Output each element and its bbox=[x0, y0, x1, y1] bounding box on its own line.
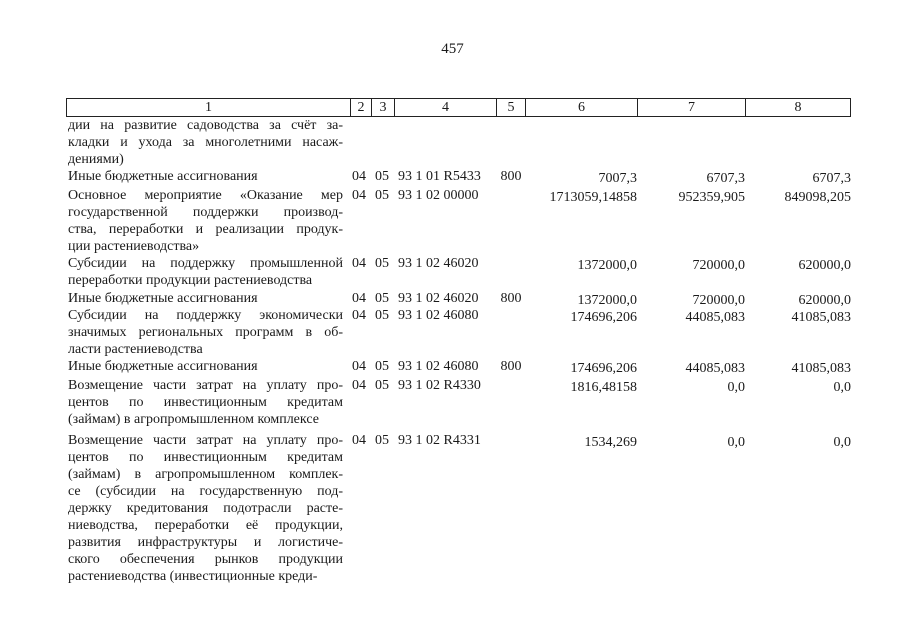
cell-c3: 05 bbox=[375, 291, 389, 306]
row-name bbox=[68, 187, 343, 255]
cell-c3: 05 bbox=[375, 188, 389, 203]
row-name-line: Иные бюджетные ассигнования bbox=[68, 359, 258, 374]
row-name-line: государственной поддержки производ- bbox=[68, 205, 343, 220]
row-name-line: ниеводства, переработки её продукции, bbox=[68, 518, 343, 533]
cell-c6: 1534,269 bbox=[584, 435, 637, 450]
cell-c6: 1372000,0 bbox=[577, 293, 637, 308]
cell-c4: 93 1 02 R4331 bbox=[398, 433, 481, 448]
cell-c4: 93 1 02 46020 bbox=[398, 256, 479, 271]
row-name-line: ции растениеводства» bbox=[68, 239, 200, 254]
cell-c8: 0,0 bbox=[833, 435, 851, 450]
row-name-line: Иные бюджетные ассигнования bbox=[68, 169, 258, 184]
cell-c3: 05 bbox=[375, 378, 389, 393]
header-col-3: 3 bbox=[372, 99, 395, 116]
cell-c7: 6707,3 bbox=[706, 171, 745, 186]
cell-c2: 04 bbox=[352, 359, 366, 374]
row-name-line: Иные бюджетные ассигнования bbox=[68, 291, 258, 306]
cell-c4: 93 1 02 00000 bbox=[398, 188, 479, 203]
cell-c5: 800 bbox=[500, 169, 522, 184]
row-name bbox=[68, 290, 343, 307]
cell-c8: 620000,0 bbox=[798, 258, 851, 273]
header-col-4: 4 bbox=[395, 99, 497, 116]
cell-c4: 93 1 02 46080 bbox=[398, 359, 479, 374]
row-name bbox=[68, 117, 343, 168]
cell-c6: 1372000,0 bbox=[577, 258, 637, 273]
row-name bbox=[68, 358, 343, 375]
page-number: 457 bbox=[441, 41, 464, 57]
row-name-line: дениями) bbox=[68, 152, 124, 167]
header-col-1: 1 bbox=[67, 99, 351, 116]
row-name-line: ства, переработки и реализации продук- bbox=[68, 222, 343, 237]
cell-c8: 6707,3 bbox=[812, 171, 851, 186]
row-name-line: держку кредитования подотрасли расте- bbox=[68, 501, 343, 516]
cell-c7: 44085,083 bbox=[685, 310, 745, 325]
row-name-line: Возмещение части затрат на уплату про- bbox=[68, 433, 343, 448]
cell-c8: 620000,0 bbox=[798, 293, 851, 308]
row-name bbox=[68, 168, 343, 185]
row-name-line: кладки и ухода за многолетними насаж- bbox=[68, 135, 343, 150]
table-header bbox=[66, 98, 851, 117]
cell-c3: 05 bbox=[375, 359, 389, 374]
cell-c3: 05 bbox=[375, 308, 389, 323]
row-name-line: ского обеспечения рынков продукции bbox=[68, 552, 343, 567]
cell-c6: 174696,206 bbox=[570, 310, 637, 325]
cell-c2: 04 bbox=[352, 291, 366, 306]
row-name-line: растениеводства (инвестиционные креди- bbox=[68, 569, 318, 584]
header-col-7: 7 bbox=[638, 99, 746, 116]
cell-c6: 7007,3 bbox=[598, 171, 637, 186]
row-name-line: Возмещение части затрат на уплату про- bbox=[68, 378, 343, 393]
header-col-6: 6 bbox=[526, 99, 638, 116]
cell-c2: 04 bbox=[352, 378, 366, 393]
cell-c7: 952359,905 bbox=[678, 190, 745, 205]
cell-c8: 849098,205 bbox=[784, 190, 851, 205]
header-col-8: 8 bbox=[794, 100, 802, 115]
cell-c2: 04 bbox=[352, 308, 366, 323]
row-name-line: переработки продукции растениеводства bbox=[68, 273, 313, 288]
cell-c5: 800 bbox=[500, 359, 522, 374]
row-name-line: дии на развитие садоводства за счёт за- bbox=[68, 118, 343, 133]
row-name-line: Субсидии на поддержку экономически bbox=[68, 308, 343, 323]
row-name-line: центов по инвестиционным кредитам bbox=[68, 450, 343, 465]
cell-c2: 04 bbox=[352, 188, 366, 203]
row-name-line: (займам) в агропромышленном комплек- bbox=[68, 467, 343, 482]
cell-c5: 800 bbox=[500, 291, 522, 306]
cell-c4: 93 1 02 46080 bbox=[398, 308, 479, 323]
row-name-line: значимых региональных программ в об- bbox=[68, 325, 343, 340]
cell-c6: 1816,48158 bbox=[570, 380, 637, 395]
header-col-2: 2 bbox=[351, 99, 372, 116]
row-name bbox=[68, 255, 343, 289]
cell-c4: 93 1 02 46020 bbox=[398, 291, 479, 306]
row-name-line: центов по инвестиционным кредитам bbox=[68, 395, 343, 410]
row-name bbox=[68, 377, 343, 428]
cell-c6: 174696,206 bbox=[570, 361, 637, 376]
row-name-line: се (субсидии на государственную под- bbox=[68, 484, 343, 499]
row-name-line: ласти растениеводства bbox=[68, 342, 203, 357]
cell-c4: 93 1 01 R5433 bbox=[398, 169, 481, 184]
cell-c7: 720000,0 bbox=[692, 293, 745, 308]
row-name-line: Субсидии на поддержку промышленной bbox=[68, 256, 343, 271]
row-name-line: (займам) в агропромышленном комплексе bbox=[68, 412, 319, 427]
cell-c4: 93 1 02 R4330 bbox=[398, 378, 481, 393]
cell-c7: 0,0 bbox=[727, 380, 745, 395]
row-name-line: Основное мероприятие «Оказание мер bbox=[68, 188, 343, 203]
cell-c3: 05 bbox=[375, 433, 389, 448]
cell-c8: 41085,083 bbox=[791, 310, 851, 325]
cell-c2: 04 bbox=[352, 169, 366, 184]
header-col-5: 5 bbox=[497, 99, 526, 116]
cell-c3: 05 bbox=[375, 169, 389, 184]
row-name bbox=[68, 307, 343, 358]
row-name bbox=[68, 432, 343, 585]
cell-c6: 1713059,14858 bbox=[549, 190, 637, 205]
cell-c8: 41085,083 bbox=[791, 361, 851, 376]
row-name-line: развития инфраструктуры и логистиче- bbox=[68, 535, 343, 550]
cell-c7: 720000,0 bbox=[692, 258, 745, 273]
cell-c8: 0,0 bbox=[833, 380, 851, 395]
cell-c7: 44085,083 bbox=[685, 361, 745, 376]
cell-c2: 04 bbox=[352, 433, 366, 448]
cell-c2: 04 bbox=[352, 256, 366, 271]
cell-c7: 0,0 bbox=[727, 435, 745, 450]
cell-c3: 05 bbox=[375, 256, 389, 271]
